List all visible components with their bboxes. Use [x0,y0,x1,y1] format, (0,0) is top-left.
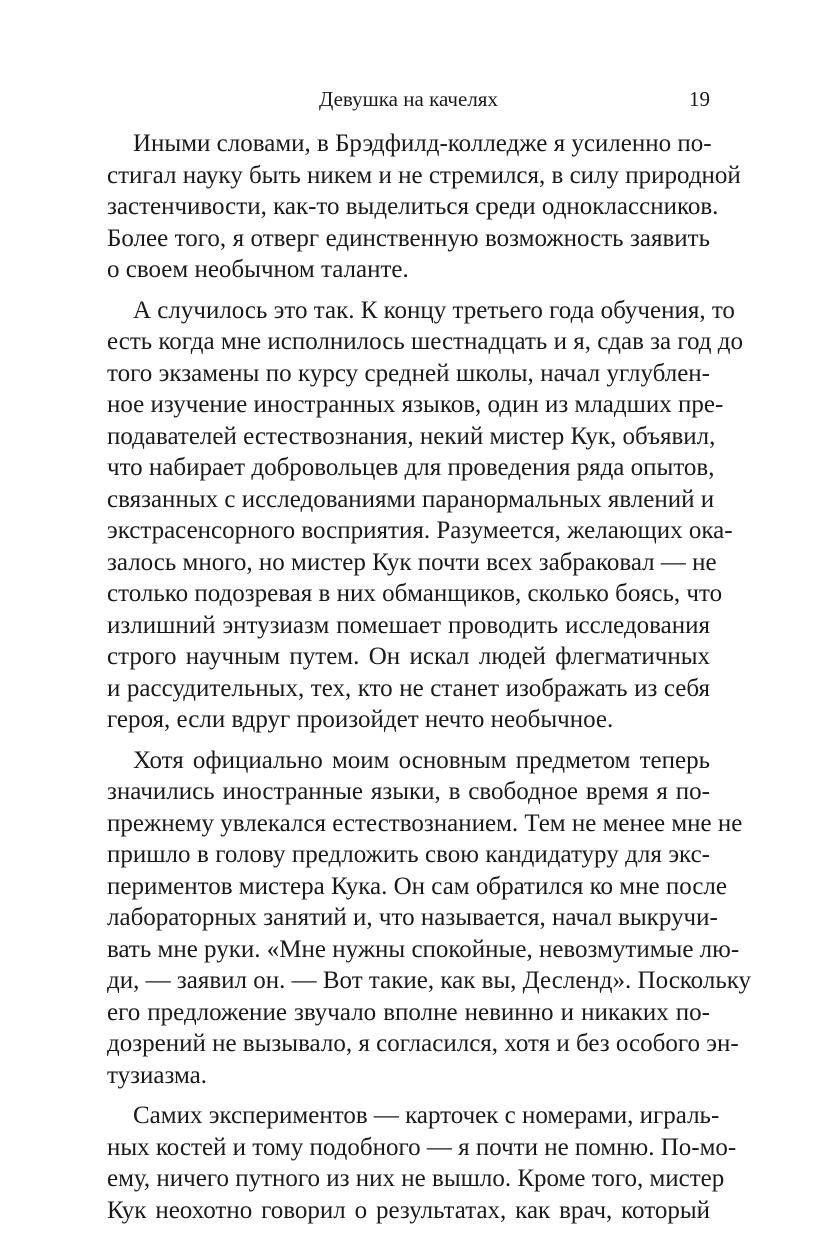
text-line: что набирает добровольцев для проведения ряда опытов, [107,454,715,481]
text-line: Кук неохотно говорил о результатах, как врач, который [107,1196,710,1224]
text-line: излишний энтузиазм помешает проводить исследования [107,611,710,639]
text-line: периментов мистера Кука. Он сам обратился ко мне после [107,872,728,900]
running-title: Девушка на качелях [319,87,498,111]
paragraph [107,295,743,736]
text-line: его предложение звучало вполне невинно и никаких по- [107,998,710,1026]
page-number: 19 [689,87,710,111]
text-line: прежнему увлекался естествознанием. Тем не менее мне не [107,809,743,837]
text-line: лабораторных занятий и, что называется, начал выкручи- [107,904,718,931]
text-line: столько подозревая в них обманщиков, сколько боясь, что [107,580,723,607]
text-line: Более того, я отверг единственную возможность заявить [107,224,710,252]
body-text [107,128,752,1226]
text-line: того экзамены по курсу средней школы, начал углублен- [107,359,710,387]
text-line: пришло в голову предложить свою кандидатуру для экс- [107,841,710,868]
text-line: Хотя официально моим основным предметом теперь [133,746,710,774]
paragraph [107,1100,737,1226]
text-line: тузиазма. [107,1061,207,1089]
text-line: стигал науку быть никем и не стремился, в силу природной [107,161,741,189]
text-line: героя, если вдруг произойдет нечто необычное. [107,706,614,733]
text-line: ных костей и тому подобного — я почти не помню. По-мо- [107,1133,737,1161]
text-line: Самих экспериментов — карточек с номерами, играль- [133,1102,720,1129]
paragraph-gap [107,1091,710,1100]
text-line: Иными словами, в Брэдфилд-колледже я усиленно по- [133,130,712,157]
text-line: залось много, но мистер Кук почти всех забраковал — не [107,548,717,576]
text-line: ное изучение иностранных языков, один из младших пре- [107,391,724,418]
text-line: экстрасенсорного восприятия. Разумеется, желающих ока- [107,517,733,544]
text-line: есть когда мне исполнилось шестнадцать и я, сдав за год до [107,328,743,355]
text-line: значились иностранные языки, в свободное время я по- [107,778,710,805]
paragraph [107,128,741,286]
text-line: дозрений не вызывало, я согласился, хотя и без особого эн- [107,1030,739,1057]
text-line: подавателей естествознания, некий мистер Кук, объявил, [107,422,716,450]
text-line: застенчивости, как-то выделиться среди одноклассников. [107,193,719,220]
paragraph-gap [107,736,710,745]
text-line: ди, — заявил он. — Вот такие, как вы, Десленд». Поскольку [107,967,752,994]
text-line: вать мне руки. «Мне нужны спокойные, невозмутимые лю- [107,935,740,963]
text-line: А случилось это так. К концу третьего года обучения, то [133,296,735,324]
paragraph-gap [107,286,710,295]
running-head [107,84,710,114]
text-line: о своем необычном таланте. [107,256,409,283]
text-line: строго научным путем. Он искал людей флегматичных [107,643,710,670]
text-line: и рассудительных, тех, кто не станет изображать из себя [107,674,710,702]
paragraph [107,745,752,1092]
text-line: связанных с исследованиями паранормальных явлений и [107,485,715,513]
text-line: ему, ничего путного из них не вышло. Кроме того, мистер [107,1165,725,1192]
